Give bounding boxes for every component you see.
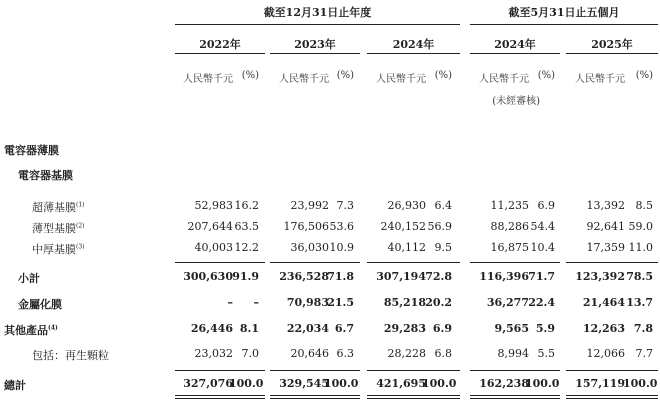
unit-percent-header: (%): [537, 70, 555, 81]
unit-amount-header: 人民幣千元: [479, 74, 529, 85]
cell-amount: 162,238: [479, 377, 529, 390]
year-header-2024-five-months: 2024年: [494, 38, 536, 51]
subtotal-rule: [175, 262, 265, 263]
cell-percent: 54.4: [530, 220, 555, 233]
cell-percent: 100.0: [229, 377, 264, 390]
year-rule-2024-five-months: [470, 53, 560, 54]
cell-amount: 421,695: [376, 377, 426, 390]
total-double-rule-1: [175, 395, 265, 396]
row-label-text: 金屬化膜: [18, 298, 62, 311]
subtotal-rule: [566, 262, 658, 263]
row-label-text: 薄型基膜: [32, 222, 76, 235]
subtotal-rule: [270, 262, 360, 263]
cell-percent: 78.5: [626, 270, 653, 283]
row-label: [18, 296, 62, 312]
cell-percent: 6.8: [434, 347, 452, 360]
cell-amount: 85,218: [383, 296, 426, 309]
row-label: [4, 377, 26, 393]
row-label-text: 超薄基膜: [32, 201, 76, 214]
cell-percent: 91.9: [232, 270, 259, 283]
cell-amount: 52,983: [194, 199, 233, 212]
cell-amount: 300,630: [183, 270, 233, 283]
row-label: [4, 322, 58, 338]
cell-amount: 123,392: [575, 270, 625, 283]
total-top-rule: [470, 370, 560, 371]
cell-percent: 100.0: [525, 377, 560, 390]
cell-amount: 21,464: [582, 296, 625, 309]
cell-percent: 21.5: [327, 296, 354, 309]
cell-amount: 17,359: [586, 241, 625, 254]
unit-amount-header: 人民幣千元: [376, 74, 426, 85]
period-header-five-months: 截至5月31日止五個月: [508, 6, 620, 19]
cell-percent: 53.6: [329, 220, 354, 233]
unit-percent-header: (%): [635, 70, 653, 81]
year-header-2024: 2024年: [392, 38, 435, 51]
cell-percent: 13.7: [626, 296, 653, 309]
cell-percent: 6.9: [537, 199, 555, 212]
unit-amount-header: 人民幣千元: [279, 74, 329, 85]
cell-amount: 307,194: [376, 270, 426, 283]
cell-percent: 63.5: [234, 220, 259, 233]
total-double-rule-2: [175, 398, 265, 399]
cell-amount: 36,030: [290, 241, 329, 254]
cell-amount: 26,446: [190, 322, 233, 335]
unit-percent-header: (%): [241, 70, 259, 81]
row-label: [18, 167, 73, 183]
cell-percent: 59.0: [628, 220, 653, 233]
unaudited-note: (未經審核): [492, 96, 540, 107]
cell-amount: 16,875: [490, 241, 529, 254]
subtotal-rule: [367, 262, 460, 263]
cell-percent: 11.0: [628, 241, 653, 254]
total-double-rule-1: [367, 395, 460, 396]
cell-amount: 12,066: [586, 347, 625, 360]
cell-percent: 5.9: [535, 322, 555, 335]
total-double-rule-2: [566, 398, 658, 399]
cell-amount: 28,228: [387, 347, 426, 360]
cell-percent: 6.3: [336, 347, 354, 360]
cell-amount: 36,277: [486, 296, 529, 309]
cell-percent: 10.9: [329, 241, 354, 254]
cell-percent: 71.7: [528, 270, 555, 283]
cell-percent: 7.0: [241, 347, 259, 360]
cell-amount: 20,646: [290, 347, 329, 360]
cell-amount: 9,565: [494, 322, 529, 335]
total-double-rule-1: [566, 395, 658, 396]
cell-amount: 329,545: [279, 377, 329, 390]
total-top-rule: [367, 370, 460, 371]
cell-amount: 116,396: [479, 270, 529, 283]
total-double-rule-1: [270, 395, 360, 396]
cell-amount: 157,119: [575, 377, 625, 390]
year-rule-2025: [566, 53, 658, 54]
unit-percent-header: (%): [336, 70, 354, 81]
total-double-rule-2: [367, 398, 460, 399]
cell-percent: 7.8: [633, 322, 653, 335]
cell-percent: 100.0: [324, 377, 359, 390]
cell-amount: 88,286: [490, 220, 529, 233]
row-label-text: 包括：再生顆粒: [32, 349, 109, 362]
subtotal-rule: [470, 262, 560, 263]
cell-percent: 71.8: [327, 270, 354, 283]
year-rule-2023: [270, 53, 360, 54]
total-top-rule: [175, 370, 265, 371]
row-label-text: 中厚基膜: [32, 243, 76, 256]
row-label: [32, 199, 85, 215]
period-rule-annual: [175, 24, 460, 25]
cell-amount: 70,983: [286, 296, 329, 309]
cell-amount: 240,152: [380, 220, 426, 233]
row-label: [32, 347, 109, 363]
footnote-marker: (4): [48, 324, 58, 332]
year-header-2025: 2025年: [591, 38, 633, 51]
footnote-marker: (1): [76, 201, 85, 209]
year-header-2022: 2022年: [199, 38, 241, 51]
cell-percent: 22.4: [528, 296, 555, 309]
cell-amount: 176,506: [283, 220, 329, 233]
cell-percent: 6.7: [334, 322, 354, 335]
cell-amount: 207,644: [187, 220, 233, 233]
cell-amount: –: [227, 296, 233, 309]
cell-percent: 100.0: [623, 377, 658, 390]
period-rule-five-months: [470, 24, 658, 25]
cell-percent: 8.1: [239, 322, 259, 335]
cell-percent: 5.5: [537, 347, 555, 360]
cell-amount: 22,034: [286, 322, 329, 335]
cell-percent: 16.2: [234, 199, 259, 212]
cell-percent: 7.3: [336, 199, 354, 212]
cell-percent: –: [253, 296, 259, 309]
row-label-text: 電容器基膜: [18, 169, 73, 182]
cell-percent: 9.5: [434, 241, 452, 254]
cell-amount: 92,641: [586, 220, 625, 233]
cell-amount: 40,003: [194, 241, 233, 254]
period-header-annual: 截至12月31日止年度: [263, 6, 372, 19]
cell-percent: 20.2: [425, 296, 452, 309]
cell-amount: 12,263: [582, 322, 625, 335]
total-double-rule-2: [270, 398, 360, 399]
cell-percent: 6.9: [432, 322, 452, 335]
row-label: [32, 220, 85, 236]
cell-amount: 8,994: [497, 347, 529, 360]
cell-amount: 327,076: [183, 377, 233, 390]
cell-amount: 23,992: [290, 199, 329, 212]
footnote-marker: (2): [76, 222, 85, 230]
unit-percent-header: (%): [434, 70, 452, 81]
cell-percent: 56.9: [427, 220, 452, 233]
year-header-2023: 2023年: [294, 38, 336, 51]
cell-amount: 11,235: [490, 199, 529, 212]
unit-amount-header: 人民幣千元: [183, 74, 233, 85]
cell-amount: 23,032: [194, 347, 233, 360]
row-label-text: 其他產品: [4, 324, 48, 337]
row-label: [32, 241, 85, 257]
cell-percent: 6.4: [434, 199, 452, 212]
cell-percent: 8.5: [635, 199, 653, 212]
total-double-rule-2: [470, 398, 560, 399]
row-label: [4, 142, 59, 158]
cell-percent: 10.4: [530, 241, 555, 254]
unit-amount-header: 人民幣千元: [575, 74, 625, 85]
total-top-rule: [566, 370, 658, 371]
cell-percent: 72.8: [425, 270, 452, 283]
total-top-rule: [270, 370, 360, 371]
row-label-text: 總計: [4, 379, 26, 392]
row-label: [18, 270, 40, 286]
footnote-marker: (3): [76, 243, 85, 251]
cell-amount: 13,392: [586, 199, 625, 212]
cell-amount: 26,930: [387, 199, 426, 212]
cell-percent: 12.2: [234, 241, 259, 254]
cell-percent: 100.0: [422, 377, 457, 390]
total-double-rule-1: [470, 395, 560, 396]
year-rule-2022: [175, 53, 265, 54]
cell-amount: 29,283: [383, 322, 426, 335]
year-rule-2024: [367, 53, 460, 54]
cell-amount: 236,528: [279, 270, 329, 283]
cell-percent: 7.7: [635, 347, 653, 360]
cell-amount: 40,112: [387, 241, 426, 254]
row-label-text: 小計: [18, 272, 40, 285]
row-label-text: 電容器薄膜: [4, 144, 59, 157]
